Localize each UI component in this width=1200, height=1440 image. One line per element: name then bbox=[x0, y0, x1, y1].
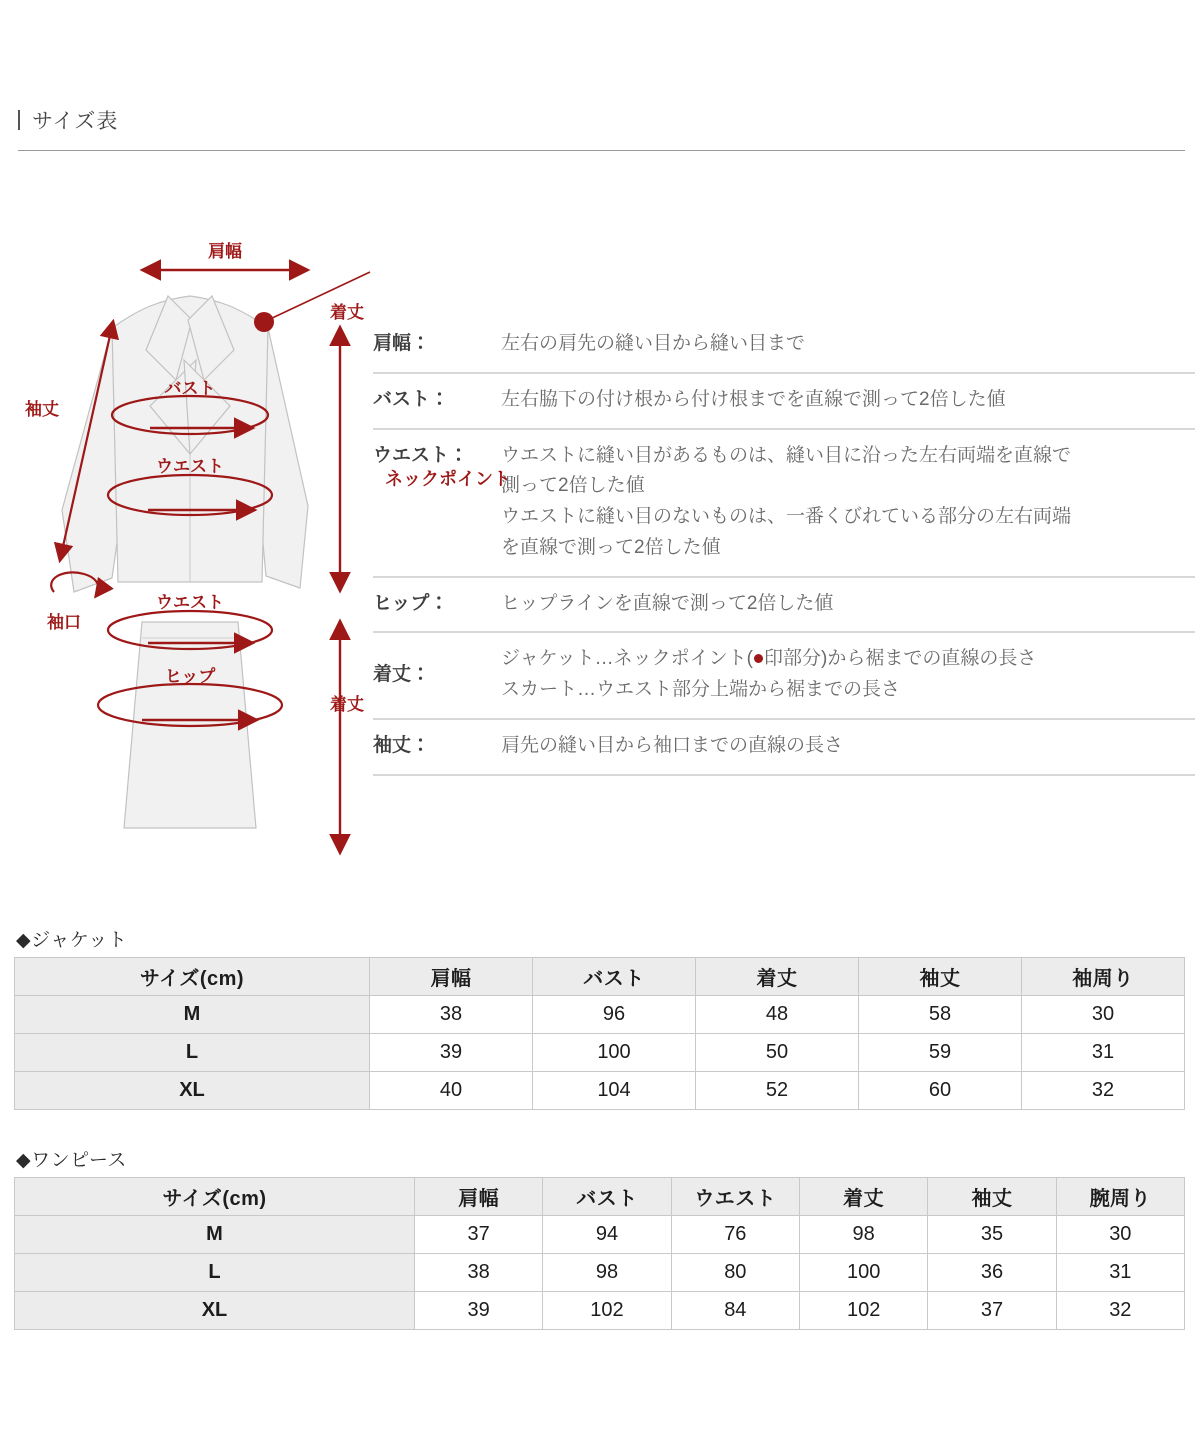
definition-line: ウエストに縫い目のないものは、一番くびれている部分の左右両端 bbox=[501, 506, 1072, 528]
definition-row-hip bbox=[373, 578, 1195, 634]
label-neck-point: ネックポイント bbox=[385, 469, 511, 489]
size-cell: M bbox=[15, 1216, 415, 1254]
size-cell: M bbox=[15, 996, 370, 1034]
table-row bbox=[15, 1072, 1185, 1110]
jacket-size-table bbox=[14, 957, 1185, 1110]
measure-cell: 80 bbox=[671, 1254, 799, 1292]
definition-row-bust bbox=[373, 374, 1195, 430]
label-cuff: 袖口 bbox=[47, 613, 81, 632]
jacket-size-section bbox=[14, 925, 1185, 1110]
measure-cell: 39 bbox=[370, 1034, 533, 1072]
measure-cell: 31 bbox=[1022, 1034, 1185, 1072]
table-header-row bbox=[15, 958, 1185, 996]
size-cell: L bbox=[15, 1254, 415, 1292]
definition-line: ウエストに縫い目があるものは、縫い目に沿った左右両端を直線で bbox=[501, 444, 1072, 466]
onepiece-table-heading: ◆ワンピース bbox=[16, 1150, 127, 1171]
table-row bbox=[15, 1216, 1185, 1254]
definition-line: 測って2倍した値 bbox=[501, 475, 645, 497]
definition-row-length bbox=[373, 633, 1195, 720]
table-row bbox=[15, 1034, 1185, 1072]
definition-term: 着丈： bbox=[373, 663, 431, 685]
table-row bbox=[15, 1292, 1185, 1330]
measure-cell: 37 bbox=[928, 1292, 1056, 1330]
label-length-jacket: 着丈 bbox=[330, 303, 364, 322]
label-waist-skirt: ウエスト bbox=[156, 593, 224, 612]
title-divider bbox=[18, 150, 1185, 151]
definition-term: ウエスト： bbox=[373, 444, 469, 466]
measure-cell: 98 bbox=[799, 1216, 927, 1254]
table-row bbox=[15, 1254, 1185, 1292]
column-header: サイズ(cm) bbox=[15, 1178, 415, 1216]
measure-cell: 59 bbox=[859, 1034, 1022, 1072]
measurement-definitions bbox=[373, 318, 1195, 776]
measure-cell: 104 bbox=[533, 1072, 696, 1110]
measure-cell: 100 bbox=[533, 1034, 696, 1072]
definition-row-waist bbox=[373, 430, 1195, 578]
measure-cell: 40 bbox=[370, 1072, 533, 1110]
measure-cell: 30 bbox=[1022, 996, 1185, 1034]
page-title bbox=[18, 105, 118, 135]
measure-cell: 32 bbox=[1056, 1292, 1184, 1330]
column-header: バスト bbox=[543, 1178, 671, 1216]
measure-cell: 48 bbox=[696, 996, 859, 1034]
measure-cell: 35 bbox=[928, 1216, 1056, 1254]
title-accent-bar bbox=[18, 110, 20, 130]
column-header: バスト bbox=[533, 958, 696, 996]
jacket-shape bbox=[62, 296, 308, 592]
measure-cell: 38 bbox=[415, 1254, 543, 1292]
measure-cell: 39 bbox=[415, 1292, 543, 1330]
definition-line: 左右脇下の付け根から付け根までを直線で測って2倍した値 bbox=[501, 388, 1006, 410]
definition-row-sleeve bbox=[373, 720, 1195, 776]
measure-cell: 30 bbox=[1056, 1216, 1184, 1254]
column-header: 肩幅 bbox=[415, 1178, 543, 1216]
column-header: 肩幅 bbox=[370, 958, 533, 996]
definition-desc bbox=[501, 385, 1195, 416]
definition-desc bbox=[501, 644, 1195, 706]
page-title-text: サイズ表 bbox=[32, 110, 119, 133]
column-header: 腕周り bbox=[1056, 1178, 1184, 1216]
definition-desc bbox=[501, 731, 1195, 762]
neck-point-dot bbox=[254, 312, 274, 332]
column-header: サイズ(cm) bbox=[15, 958, 370, 996]
definition-line: ジャケット…ネックポイント( 印部分)から裾までの直線の長さ bbox=[501, 648, 1037, 670]
measure-cell: 50 bbox=[696, 1034, 859, 1072]
measure-cell: 76 bbox=[671, 1216, 799, 1254]
definition-line: 左右の肩先の縫い目から縫い目まで bbox=[501, 333, 806, 354]
measure-cell: 84 bbox=[671, 1292, 799, 1330]
label-waist-jacket: ウエスト bbox=[156, 457, 224, 476]
size-cell: XL bbox=[15, 1292, 415, 1330]
size-cell: XL bbox=[15, 1072, 370, 1110]
definition-term: 肩幅： bbox=[373, 333, 431, 354]
column-header: ウエスト bbox=[671, 1178, 799, 1216]
definition-line: を直線で測って2倍した値 bbox=[501, 536, 721, 558]
label-length-skirt: 着丈 bbox=[330, 695, 364, 714]
size-cell: L bbox=[15, 1034, 370, 1072]
measure-cell: 98 bbox=[543, 1254, 671, 1292]
label-bust: バスト bbox=[164, 379, 216, 398]
measure-cell: 37 bbox=[415, 1216, 543, 1254]
jacket-table-heading: ◆ジャケット bbox=[16, 930, 128, 951]
definition-desc bbox=[501, 589, 1195, 620]
measure-cell: 31 bbox=[1056, 1254, 1184, 1292]
column-header: 袖丈 bbox=[928, 1178, 1056, 1216]
measure-cell: 102 bbox=[543, 1292, 671, 1330]
table-header-row bbox=[15, 1178, 1185, 1216]
measure-cell: 94 bbox=[543, 1216, 671, 1254]
definition-line: スカート…ウエスト部分上端から裾までの長さ bbox=[501, 679, 901, 701]
measure-cell: 52 bbox=[696, 1072, 859, 1110]
measure-cell: 38 bbox=[370, 996, 533, 1034]
column-header: 袖周り bbox=[1022, 958, 1185, 996]
measure-cell: 96 bbox=[533, 996, 696, 1034]
measure-cell: 60 bbox=[859, 1072, 1022, 1110]
definition-term: バスト： bbox=[373, 388, 450, 410]
measure-cell: 102 bbox=[799, 1292, 927, 1330]
garment-illustration bbox=[0, 210, 380, 870]
definition-row-shoulder bbox=[373, 318, 1195, 374]
onepiece-size-section bbox=[14, 1145, 1185, 1330]
definition-line: ヒップラインを直線で測って2倍した値 bbox=[501, 592, 834, 614]
label-hip: ヒップ bbox=[164, 667, 216, 686]
definition-term: ヒップ： bbox=[373, 592, 449, 614]
measure-cell: 100 bbox=[799, 1254, 927, 1292]
column-header: 着丈 bbox=[696, 958, 859, 996]
label-sleeve-length: 袖丈 bbox=[25, 400, 59, 419]
measure-cell: 32 bbox=[1022, 1072, 1185, 1110]
column-header: 袖丈 bbox=[859, 958, 1022, 996]
table-row bbox=[15, 996, 1185, 1034]
measure-cell: 58 bbox=[859, 996, 1022, 1034]
onepiece-size-table bbox=[14, 1177, 1185, 1330]
definition-desc bbox=[501, 441, 1195, 564]
definition-desc bbox=[501, 329, 1195, 360]
definition-term: 袖丈： bbox=[373, 734, 431, 756]
column-header: 着丈 bbox=[799, 1178, 927, 1216]
definition-line: 肩先の縫い目から袖口までの直線の長さ bbox=[501, 734, 844, 756]
measure-cell: 36 bbox=[928, 1254, 1056, 1292]
label-shoulder-width: 肩幅 bbox=[208, 242, 242, 261]
